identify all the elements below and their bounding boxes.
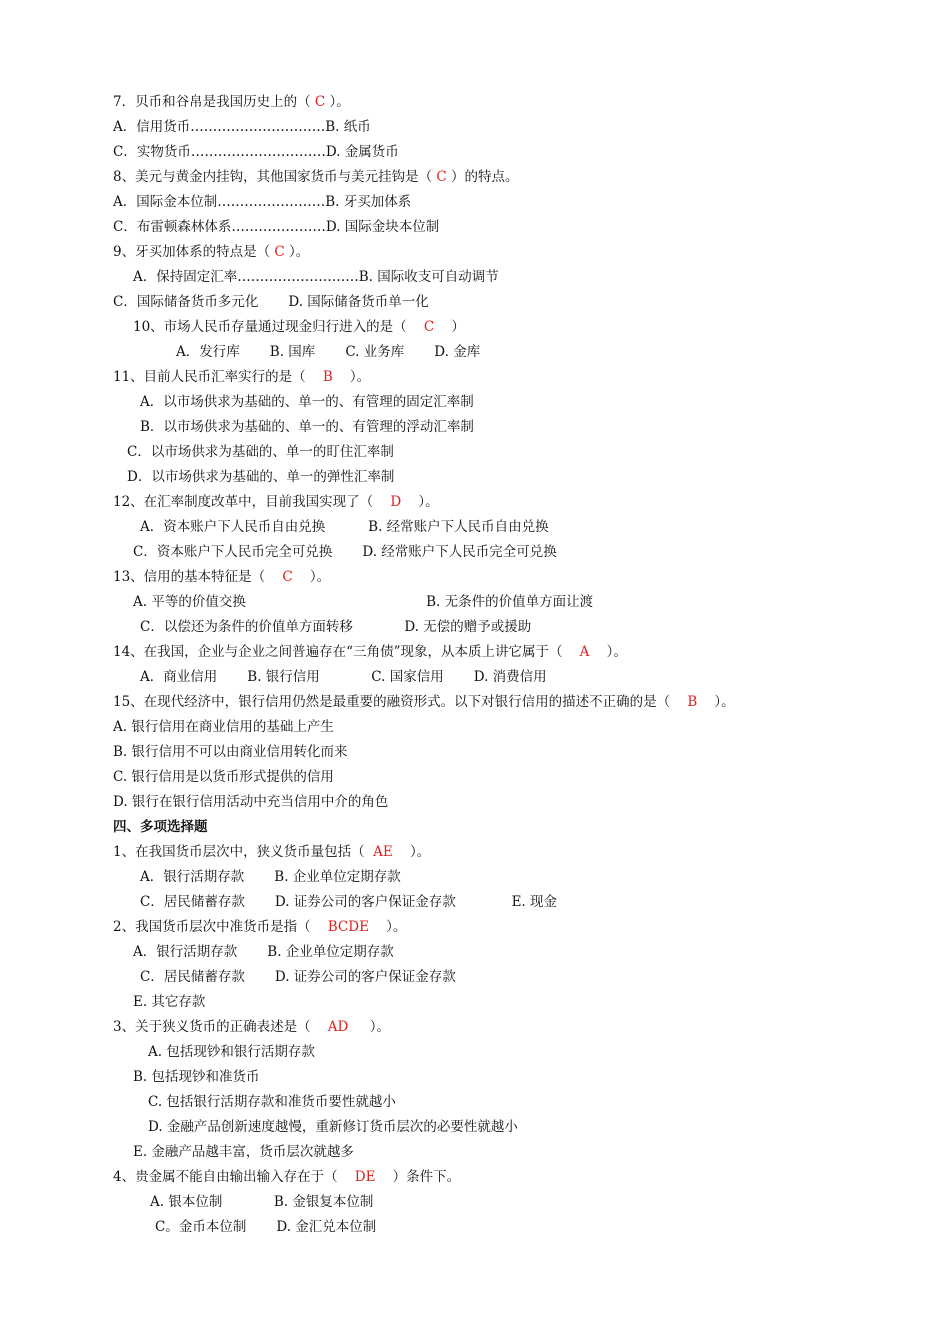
line-text: A．发行库 B. 国库 C. 业务库 D. 金库 <box>176 344 481 360</box>
line-text: 9、牙买加体系的特点是（ <box>113 244 275 260</box>
line-text: A．银行活期存款 B. 企业单位定期存款 <box>140 869 401 885</box>
line-text: E. 其它存款 <box>133 994 206 1010</box>
line-text: 四、多项选择题 <box>113 819 208 835</box>
line-text-tail: ） <box>434 319 465 335</box>
question-line <box>113 717 334 737</box>
line-text-tail: ）的特点。 <box>446 169 519 185</box>
question-line <box>113 842 430 862</box>
line-text: D. 银行在银行信用活动中充当信用中介的角色 <box>113 794 389 810</box>
line-text-tail: ）。 <box>589 644 627 660</box>
question-line <box>148 1092 396 1112</box>
question-line <box>148 1117 518 1137</box>
question-line <box>133 1067 260 1087</box>
line-text: 13、信用的基本特征是（ <box>113 569 283 585</box>
line-text-tail: ）。 <box>325 94 350 110</box>
question-line <box>140 617 531 637</box>
line-text: A．以市场供求为基础的、单一的、有管理的固定汇率制 <box>140 394 474 410</box>
question-line <box>140 417 474 437</box>
answer-mark: C <box>423 319 435 335</box>
line-text: C．实物货币…………………………D. 金属货币 <box>113 144 399 160</box>
question-line <box>113 642 627 662</box>
question-line <box>113 917 406 937</box>
line-text: A．国际金本位制……………………B. 牙买加体系 <box>113 194 412 210</box>
question-line <box>113 217 439 237</box>
question-line <box>176 342 480 362</box>
question-line <box>150 1192 373 1212</box>
question-line <box>155 1217 376 1237</box>
line-text: C．居民储蓄存款 D. 证券公司的客户保证金存款 E. 现金 <box>140 894 558 910</box>
question-line <box>133 992 205 1012</box>
line-text: A. 包括现钞和银行活期存款 <box>148 1044 315 1060</box>
question-line <box>113 242 309 262</box>
line-text: 14、在我国，企业与企业之间普遍存在“三角债”现象，从本质上讲它属于（ <box>113 644 580 660</box>
line-text: A. 银本位制 B. 金银复本位制 <box>150 1194 374 1210</box>
line-text: 12、在汇率制度改革中，目前我国实现了（ <box>113 494 391 510</box>
answer-mark: C <box>314 94 326 110</box>
line-text: B. 银行信用不可以由商业信用转化而来 <box>113 744 348 760</box>
line-text-tail: ）。 <box>332 369 371 385</box>
line-text: A. 银行信用在商业信用的基础上产生 <box>113 719 334 735</box>
line-text-tail: ）。 <box>392 844 431 860</box>
answer-mark: C <box>282 569 293 585</box>
line-text-tail: ）。 <box>284 244 310 260</box>
question-line <box>133 592 593 612</box>
question-line <box>148 1042 315 1062</box>
line-text: A．商业信用 B. 银行信用 C. 国家信用 D. 消费信用 <box>140 669 547 685</box>
line-text: C．居民储蓄存款 D. 证券公司的客户保证金存款 <box>140 969 456 985</box>
answer-mark: A <box>579 644 590 660</box>
question-line <box>140 892 557 912</box>
line-text-tail: ）。 <box>697 694 735 710</box>
question-line <box>133 267 499 287</box>
line-text: A．银行活期存款 B. 企业单位定期存款 <box>133 944 394 960</box>
line-text-tail: ）。 <box>348 1019 391 1035</box>
line-text: C. 包括银行活期存款和准货币要性就越小 <box>148 1094 396 1110</box>
question-line <box>113 767 334 787</box>
question-line <box>113 567 330 587</box>
line-text: C．国际储备货币多元化 D. 国际储备货币单一化 <box>113 294 429 310</box>
question-line <box>113 1017 390 1037</box>
line-text: A．资本账户下人民币自由兑换 B. 经常账户下人民币自由兑换 <box>140 519 549 535</box>
line-text: 8、美元与黄金内挂钩，其他国家货币与美元挂钩是（ <box>113 169 437 185</box>
line-text: 7．贝币和谷帛是我国历史上的（ <box>113 94 315 110</box>
question-line <box>133 942 394 962</box>
line-text: 4、贵金属不能自由输出输入存在于（ <box>113 1169 355 1185</box>
line-text-tail: ）。 <box>368 919 407 935</box>
line-text: A. 平等的价值交换 B. 无条件的价值单方面让渡 <box>133 594 594 610</box>
question-line <box>133 542 557 562</box>
line-text: 3、关于狭义货币的正确表述是（ <box>113 1019 328 1035</box>
line-text: D．以市场供求为基础的、单一的弹性汇率制 <box>127 469 395 485</box>
line-text: C。金币本位制 D. 金汇兑本位制 <box>155 1219 377 1235</box>
question-line <box>140 667 547 687</box>
line-text: C．以市场供求为基础的、单一的盯住汇率制 <box>127 444 394 460</box>
question-line <box>127 442 394 462</box>
line-text: A．信用货币…………………………B. 纸币 <box>113 119 371 135</box>
line-text: 15、在现代经济中，银行信用仍然是最重要的融资形式。以下对银行信用的描述不正确的是（ <box>113 694 688 710</box>
line-text-tail: ）条件下。 <box>375 1169 461 1185</box>
line-text: B. 包括现钞和准货币 <box>133 1069 260 1085</box>
answer-mark: C <box>436 169 447 185</box>
question-line <box>133 1142 354 1162</box>
question-line <box>113 367 370 387</box>
answer-mark: B <box>322 369 333 385</box>
question-line <box>113 117 371 137</box>
answer-mark: BCDE <box>327 919 369 935</box>
answer-mark: AD <box>327 1019 349 1035</box>
line-text: B．以市场供求为基础的、单一的、有管理的浮动汇率制 <box>140 419 474 435</box>
section-heading <box>113 817 208 837</box>
line-text: 10、市场人民币存量通过现金归行进入的是（ <box>133 319 424 335</box>
question-line <box>113 492 439 512</box>
question-line <box>113 167 519 187</box>
answer-mark: AE <box>373 844 393 860</box>
question-line <box>113 192 411 212</box>
line-text: E. 金融产品越丰富，货币层次就越多 <box>133 1144 354 1160</box>
line-text: 2、我国货币层次中准货币是指（ <box>113 919 328 935</box>
question-line <box>140 392 474 412</box>
question-line <box>133 317 465 337</box>
question-line <box>113 792 388 812</box>
question-line <box>113 92 350 112</box>
question-line <box>113 1167 460 1187</box>
question-line <box>140 867 401 887</box>
question-line <box>127 467 394 487</box>
line-text: C. 银行信用是以货币形式提供的信用 <box>113 769 334 785</box>
question-line <box>113 692 735 712</box>
question-line <box>140 517 549 537</box>
line-text: C．资本账户下人民币完全可兑换 D. 经常账户下人民币完全可兑换 <box>133 544 557 560</box>
line-text-tail: ）。 <box>401 494 439 510</box>
line-text: C．布雷顿森林体系…………………D. 国际金块本位制 <box>113 219 440 235</box>
answer-mark: D <box>390 494 402 510</box>
question-line <box>113 292 429 312</box>
line-text-tail: ）。 <box>292 569 331 585</box>
question-line <box>113 142 399 162</box>
question-line <box>140 967 456 987</box>
line-text: 11、目前人民币汇率实行的是（ <box>113 369 323 385</box>
line-text: D. 金融产品创新速度越慢，重新修订货币层次的必要性就越小 <box>148 1119 518 1135</box>
answer-mark: B <box>687 694 698 710</box>
question-line <box>113 742 348 762</box>
answer-mark: DE <box>354 1169 376 1185</box>
line-text: 1、在我国货币层次中，狭义货币量包括（ <box>113 844 374 860</box>
answer-mark: C <box>274 244 285 260</box>
line-text: C．以偿还为条件的价值单方面转移 D. 无偿的赠予或援助 <box>140 619 532 635</box>
line-text: A．保持固定汇率………………………B. 国际收支可自动调节 <box>133 269 499 285</box>
